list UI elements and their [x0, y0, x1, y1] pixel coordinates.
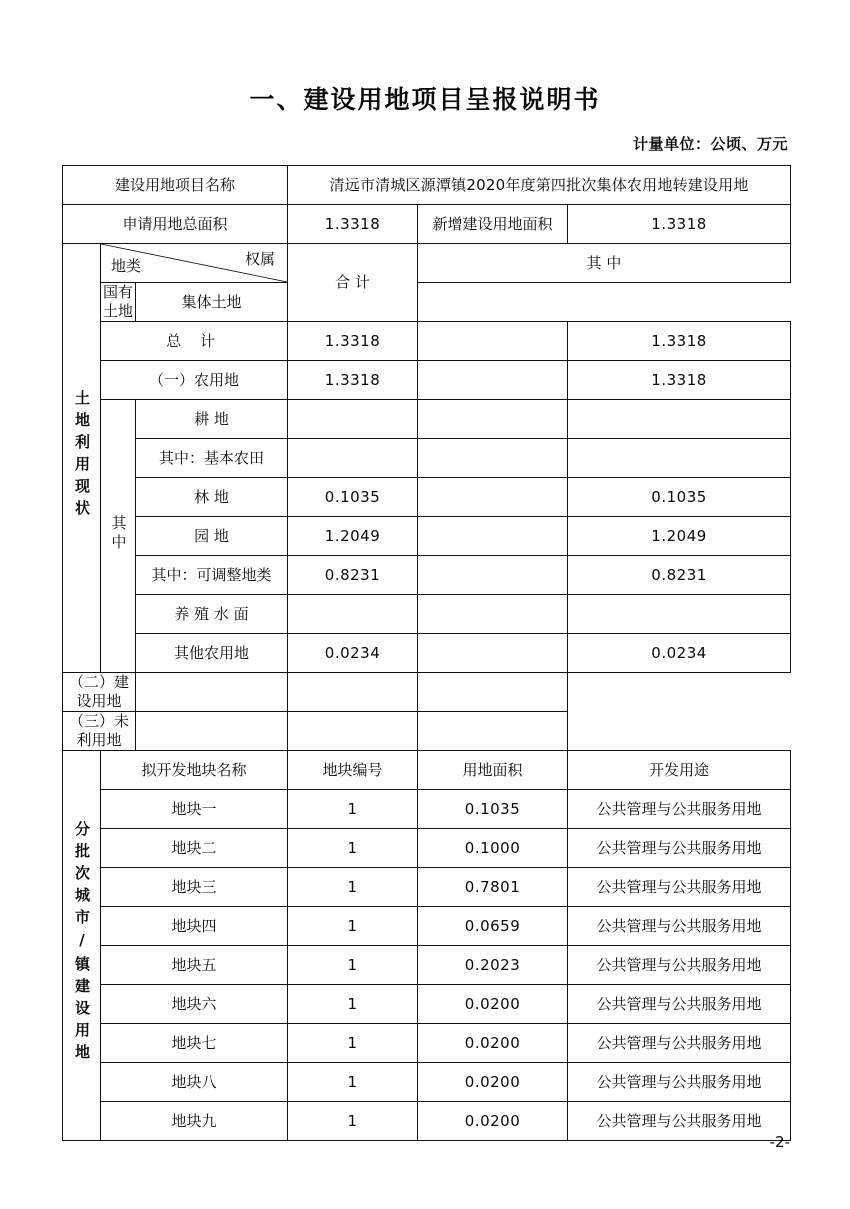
parcel-name: 地块八	[101, 1063, 288, 1102]
ownership-landtype-diagonal-header	[101, 244, 288, 283]
parcel-name: 地块六	[101, 985, 288, 1024]
section-label-parcels-text: 分批次城市/镇建设用地	[73, 820, 91, 1066]
table-row-unused-land	[63, 712, 791, 751]
row-cultivated-state	[418, 400, 568, 439]
row-label-basic-farmland: 其中：基本农田	[136, 439, 288, 478]
row-garden-collective: 1.2049	[568, 517, 791, 556]
row-other-agricultural-state	[418, 634, 568, 673]
parcel-area-header: 用地面积	[418, 751, 568, 790]
parcel-name-header: 拟开发地块名称	[101, 751, 288, 790]
landtype-label: 地类	[111, 257, 142, 276]
parcel-purpose-header: 开发用途	[568, 751, 791, 790]
row-adjustable-state	[418, 556, 568, 595]
sub-label-among-which	[101, 400, 136, 673]
row-cultivated-collective	[568, 400, 791, 439]
parcel-area: 0.7801	[418, 868, 568, 907]
row-label-aquaculture: 养 殖 水 面	[136, 595, 288, 634]
row-other-agricultural-collective: 0.0234	[568, 634, 791, 673]
among-which-header: 其 中	[418, 244, 791, 283]
parcel-code: 1	[288, 907, 418, 946]
table-row-areas	[63, 205, 791, 244]
row-label-total: 总 计	[101, 322, 288, 361]
parcel-purpose: 公共管理与公共服务用地	[568, 868, 791, 907]
row-total-collective: 1.3318	[568, 322, 791, 361]
parcel-purpose: 公共管理与公共服务用地	[568, 907, 791, 946]
apply-area-label: 申请用地总面积	[63, 205, 288, 244]
row-total-total: 1.3318	[288, 322, 418, 361]
row-unused-land-state	[288, 712, 418, 751]
row-forest-state	[418, 478, 568, 517]
ownership-label: 权属	[245, 250, 276, 268]
land-use-report-table	[62, 165, 791, 1141]
row-adjustable-collective: 0.8231	[568, 556, 791, 595]
parcel-name: 地块一	[101, 790, 288, 829]
parcel-purpose: 公共管理与公共服务用地	[568, 1063, 791, 1102]
parcel-purpose: 公共管理与公共服务用地	[568, 946, 791, 985]
table-row-parcel	[63, 1063, 791, 1102]
parcel-name: 地块九	[101, 1102, 288, 1141]
parcel-area: 0.0200	[418, 1024, 568, 1063]
table-row-other-agricultural	[63, 634, 791, 673]
row-label-unused-land: （三）未利用地	[63, 712, 136, 751]
row-label-construction-land: （二）建设用地	[63, 673, 136, 712]
table-row-agricultural	[63, 361, 791, 400]
measurement-unit-note: 计量单位：公顷、万元	[632, 135, 788, 153]
table-row-parcel	[63, 907, 791, 946]
new-construction-area-label: 新增建设用地面积	[418, 205, 568, 244]
table-row-parcel	[63, 790, 791, 829]
row-adjustable-total: 0.8231	[288, 556, 418, 595]
table-row-parcel	[63, 1024, 791, 1063]
row-agricultural-total: 1.3318	[288, 361, 418, 400]
row-other-agricultural-total: 0.0234	[288, 634, 418, 673]
row-label-adjustable: 其中：可调整地类	[136, 556, 288, 595]
row-unused-land-collective	[418, 712, 568, 751]
row-basic-farmland-total	[288, 439, 418, 478]
table-row-adjustable	[63, 556, 791, 595]
parcel-purpose: 公共管理与公共服务用地	[568, 1102, 791, 1141]
page-number: -2-	[769, 1133, 790, 1151]
table-row-parcel	[63, 946, 791, 985]
table-row-parcel	[63, 829, 791, 868]
page-title: 一、建设用地项目呈报说明书	[249, 85, 601, 114]
table-row-parcel	[63, 1102, 791, 1141]
row-agricultural-state	[418, 361, 568, 400]
section-label-landuse	[63, 244, 101, 673]
table-row-ownership-subheader	[63, 283, 791, 322]
row-construction-land-total	[136, 673, 288, 712]
parcel-name: 地块三	[101, 868, 288, 907]
section-label-landuse-text: 土地利用现状	[73, 389, 91, 522]
parcel-code: 1	[288, 868, 418, 907]
parcel-purpose: 公共管理与公共服务用地	[568, 985, 791, 1024]
parcel-code: 1	[288, 1102, 418, 1141]
row-cultivated-total	[288, 400, 418, 439]
section-label-parcels	[63, 751, 101, 1141]
row-basic-farmland-collective	[568, 439, 791, 478]
table-row-total	[63, 322, 791, 361]
table-row-project-name	[63, 166, 791, 205]
row-aquaculture-state	[418, 595, 568, 634]
row-label-garden: 园 地	[136, 517, 288, 556]
row-label-cultivated: 耕 地	[136, 400, 288, 439]
project-name-label: 建设用地项目名称	[63, 166, 288, 205]
parcel-area: 0.1035	[418, 790, 568, 829]
parcel-purpose: 公共管理与公共服务用地	[568, 1024, 791, 1063]
parcel-purpose: 公共管理与公共服务用地	[568, 790, 791, 829]
parcel-name: 地块二	[101, 829, 288, 868]
row-basic-farmland-state	[418, 439, 568, 478]
total-column-header: 合 计	[288, 244, 418, 322]
parcel-code-header: 地块编号	[288, 751, 418, 790]
parcel-area: 0.0200	[418, 1063, 568, 1102]
parcel-code: 1	[288, 1024, 418, 1063]
apply-area-value: 1.3318	[288, 205, 418, 244]
row-agricultural-collective: 1.3318	[568, 361, 791, 400]
row-forest-total: 0.1035	[288, 478, 418, 517]
parcel-area: 0.0200	[418, 1102, 568, 1141]
table-row-parcel	[63, 985, 791, 1024]
parcel-purpose: 公共管理与公共服务用地	[568, 829, 791, 868]
project-name-value: 清远市清城区源潭镇2020年度第四批次集体农用地转建设用地	[288, 166, 791, 205]
new-construction-area-value: 1.3318	[568, 205, 791, 244]
row-aquaculture-total	[288, 595, 418, 634]
parcel-code: 1	[288, 1063, 418, 1102]
collective-owned-header: 集体土地	[136, 283, 288, 322]
parcel-area: 0.2023	[418, 946, 568, 985]
row-construction-land-collective	[418, 673, 568, 712]
row-construction-land-state	[288, 673, 418, 712]
parcel-name: 地块五	[101, 946, 288, 985]
parcel-area: 0.1000	[418, 829, 568, 868]
parcel-code: 1	[288, 985, 418, 1024]
row-forest-collective: 0.1035	[568, 478, 791, 517]
parcel-name: 地块四	[101, 907, 288, 946]
table-row-landuse-header	[63, 244, 791, 283]
row-garden-total: 1.2049	[288, 517, 418, 556]
parcel-name: 地块七	[101, 1024, 288, 1063]
table-row-garden	[63, 517, 791, 556]
table-row-construction-land	[63, 673, 791, 712]
table-row-parcel	[63, 868, 791, 907]
row-unused-land-total	[136, 712, 288, 751]
row-aquaculture-collective	[568, 595, 791, 634]
table-row-forest	[63, 478, 791, 517]
row-label-forest: 林 地	[136, 478, 288, 517]
row-total-state	[418, 322, 568, 361]
parcel-area: 0.0200	[418, 985, 568, 1024]
row-label-agricultural: （一）农用地	[101, 361, 288, 400]
row-label-other-agricultural: 其他农用地	[136, 634, 288, 673]
table-row-basic-farmland	[63, 439, 791, 478]
parcel-code: 1	[288, 790, 418, 829]
parcel-code: 1	[288, 946, 418, 985]
table-row-aquaculture	[63, 595, 791, 634]
state-owned-header: 国有土地	[101, 283, 136, 322]
parcel-area: 0.0659	[418, 907, 568, 946]
table-row-cultivated	[63, 400, 791, 439]
sub-label-among-which-text: 其中	[109, 514, 128, 553]
table-row-parcel-header	[63, 751, 791, 790]
row-garden-state	[418, 517, 568, 556]
parcel-code: 1	[288, 829, 418, 868]
